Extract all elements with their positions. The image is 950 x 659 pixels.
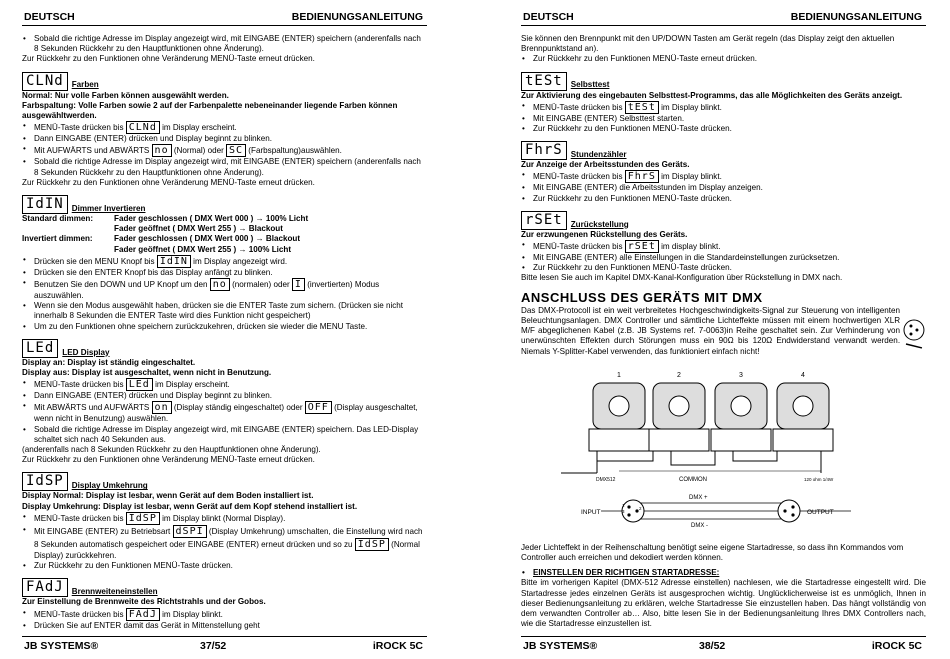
list-item: • Drücken Sie auf ENTER damit das Gerät in Mittenstellung geht <box>22 621 427 631</box>
paragraph: Zur Rückkehr zu den Funktionen ohne Veränderung MENÜ-Taste erneut drücken. <box>22 455 315 465</box>
lcd-display: tESt <box>625 101 659 114</box>
page-header <box>22 11 427 26</box>
list-item: • Wenn sie den Modus ausgewählt haben, drücken sie die ENTER Taste zum sichern. (Drücken sie nicht innerhalb 8 Sekunden die ENTER Taste wird dies Funktion nicht gespeichert) <box>22 301 427 321</box>
bold-line: Zur Einstellung de Brennweite des Richtstrahls und der Gobos. <box>22 597 266 607</box>
list-item: • Dann EINGABE (ENTER) drücken und Display beginnt zu blinken. <box>22 391 427 401</box>
section-title: LED Display <box>62 347 110 357</box>
section-reset <box>521 211 926 230</box>
list-item: • Zur Rückkehr zu den Funktionen MENÜ-Taste drücken. <box>521 194 926 204</box>
list-item: • MENÜ-Taste drücken bis FhrS im Display blinkt. <box>521 170 926 183</box>
wiring-svg <box>521 363 926 541</box>
lcd-display: no <box>152 144 172 157</box>
fixture-label: 3 <box>739 371 743 379</box>
right-content <box>521 34 926 629</box>
lcd-display: FhrS <box>521 141 567 160</box>
list-item: • MENÜ-Taste drücken bis rSEt im display blinkt. <box>521 240 926 253</box>
dmx-wiring-diagram <box>521 363 926 541</box>
footer-page: 38/52 <box>699 640 726 652</box>
subheading: • EINSTELLEN DER RICHTIGEN STARTADRESSE: <box>521 568 926 578</box>
pin-label: 2 <box>639 505 642 511</box>
lcd-display: FAdJ <box>126 608 160 621</box>
footer-page: 37/52 <box>200 640 227 652</box>
dmx-minus-label: DMX - <box>691 522 708 529</box>
left-page <box>22 0 427 659</box>
list-item: • MENÜ-Taste drücken bis tESt im Display blinkt. <box>521 101 926 114</box>
lcd-display: FhrS <box>625 170 659 183</box>
lcd-display: dSPI <box>173 525 207 538</box>
list-item: • MENÜ-Taste drücken bis IdSP im Display blinkt (Normal Display). <box>22 512 427 525</box>
section-led <box>22 339 427 358</box>
section-title: Stundenzähler <box>570 150 627 160</box>
table-label: Standard dimmen: <box>22 214 94 224</box>
fixture-label: 1 <box>617 371 621 379</box>
input-label: INPUT <box>581 508 601 516</box>
bold-line: Zur erzwungenen Rückstellung des Geräts. <box>521 229 688 239</box>
section-dimmer <box>22 195 427 214</box>
paragraph: Bitte im vorherigen Kapitel (DMX-512 Adresse einstellen) nachlesen, wie die Startadresse eingestellt wird. Die Startadresse jedes einzelnen Geräts ist ausgesprochen wichtig. Unglücklicherweise ist es unmöglich, Ihnen in dieser Bedienungsanleitung zu erklären, welche Startadresse Sie einzustellen haben. Das hängt vollständig von dem verwandten Controller ab… Also, bitte lesen Sie in der Bedienungsanleitung Ihres DMX Controllers nach, wie die Startadresse einzustellen ist. <box>521 578 926 629</box>
list-item: • Sobald die richtige Adresse im Display angezeigt wird, mit EINGABE (ENTER) speichern (anderenfalls nach 8 Sekunden Rückkehr zu den Hauptfunktionen ohne Änderung). <box>22 157 427 177</box>
section-brenn <box>22 578 427 597</box>
pin-label: 1 <box>622 502 625 508</box>
page-header <box>521 11 926 26</box>
list-item: • Drücken sie den MENU Knopf bis IdIN im Display angezeigt wird. <box>22 255 427 268</box>
input-cable <box>561 461 597 473</box>
fixture-2 <box>649 383 709 451</box>
list-item: • Mit EINGABE (ENTER) Selbsttest starten. <box>521 114 926 124</box>
lcd-display: IdSP <box>355 538 389 551</box>
footer-brand: JB SYSTEMS® <box>523 640 598 652</box>
bold-line: Normal: Nur volle Farben können ausgewählt werden. <box>22 90 229 100</box>
output-connector <box>778 500 800 522</box>
lcd-display: rSEt <box>625 240 659 253</box>
header-title: BEDIENUNGSANLEITUNG <box>291 11 423 23</box>
list-item: • Mit EINGABE (ENTER) die Arbeitsstunden im Display anzeigen. <box>521 183 926 193</box>
input-connector <box>622 500 644 522</box>
list-item: • MENÜ-Taste drücken bis FAdJ im Display blinkt. <box>22 608 427 621</box>
bold-line: Display an: Display ist ständig eingeschaltet. <box>22 357 196 367</box>
section-title: Selbsttest <box>570 80 610 90</box>
lcd-display: CLNd <box>126 121 160 134</box>
lcd-display: LEd <box>126 378 153 391</box>
fixture-label: 4 <box>801 371 805 379</box>
lcd-display: LEd <box>22 339 58 358</box>
list-item: • MENÜ-Taste drücken bis CLNd im Display erscheint. <box>22 121 427 134</box>
paragraph: Das DMX-Protocoll ist ein weit verbreitetes Hochgeschwindigkeits-Signal zur Steuerung von intelligenten Beleuchtungsanlagen. DMX Controller und sämtliche Lichteffekte müssen mit einem hochwertigen XLR M/F abgeglichenen Kabel (z.B. JB Systems ref. 7-0063)in Reihe geschaltet sein. Zur Verhinderung von unerwünschten Effekten durch Störungen muss ein 90Ω bis 120Ω Endwiderstand verwandt werden. Niemals Y-Splitter-Kabel verwenden, das funktioniert einfach nicht! <box>521 305 901 356</box>
footer-model: iROCK 5C <box>372 640 423 652</box>
lcd-display: no <box>210 278 230 291</box>
dmx-plus-label: DMX + <box>689 494 708 501</box>
list-item: • Dann EINGABE (ENTER) drücken und Display beginnt zu blinken. <box>22 134 427 144</box>
section-heading: ANSCHLUSS DES GERÄTS MIT DMX <box>521 289 763 305</box>
paragraph: (anderenfalls nach 8 Sekunden Rückkehr zu den Hauptfunktionen ohne Änderung). <box>22 445 321 455</box>
list-item: • Zur Rückkehr zu den Funktionen MENÜ-Taste drücken. <box>22 561 427 571</box>
page-footer <box>521 636 926 651</box>
list-item: • Sobald die richtige Adresse im Display angezeigt wird, mit EINGABE (ENTER) speichern. Das LED-Display schaltet sich nach 40 Sekunden aus. <box>22 425 427 445</box>
fixture-4 <box>773 383 833 451</box>
paragraph: Zur Rückkehr zu den Funktionen ohne Veränderung MENÜ-Taste erneut drücken. <box>22 177 315 187</box>
bold-line: Zur Anzeige der Arbeitsstunden des Geräts. <box>521 160 690 170</box>
list-item: • Mit EINGABE (ENTER) zu Betriebsart dSPI (Display Umkehrung) umschalten, die Einstellung wird nach 8 Sekunden automatisch gespeichert oder EINGABE (ENTER) erneut drücken und so zu IdSP (Normal Display) zurückkehren. <box>22 525 427 561</box>
list-item: • Benutzen Sie den DOWN und UP Knopf um den no (normalen) oder I (invertierten) Modus auszuwählen. <box>22 278 427 301</box>
list-item: • Zur Rückkehr zu den Funktionen MENÜ-Taste drücken. <box>521 263 926 273</box>
table-value: Fader geschlossen ( DMX Wert 000 ) → 100% Licht <box>114 214 309 224</box>
bold-line: Display Normal: Display ist lesbar, wenn Gerät auf dem Boden installiert ist. <box>22 491 314 501</box>
lcd-display: FAdJ <box>22 578 68 597</box>
lcd-display: IdIN <box>22 195 68 214</box>
list-item: • Um zu den Funktionen ohne speichern zurückzukehren, drücken sie wieder die MENU Taste. <box>22 322 427 332</box>
table-label: Invertiert dimmen: <box>22 234 93 244</box>
section-title: Brennweiteneinstellen <box>71 587 158 597</box>
lcd-display: SC <box>226 144 246 157</box>
bold-line: Zur Aktivierung des eingebauten Selbsttest-Programms, das alle Möglichkeiten des Geräts anzeigt. <box>521 90 903 100</box>
section-title: Dimmer Invertieren <box>71 203 146 213</box>
list-item: • Zur Rückkehr zu den Funktionen MENÜ-Taste drücken. <box>521 124 926 134</box>
fixture-3 <box>711 383 771 451</box>
bold-line: Display Umkehrung: Display ist lesbar, wenn Gerät auf dem Kopf stehend installiert ist. <box>22 501 358 511</box>
lcd-display: OFF <box>305 401 332 414</box>
list-item: • Zur Rückkehr zu den Funktionen MENÜ-Taste erneut drücken. <box>521 54 926 64</box>
dmx-chain-cables <box>597 451 777 465</box>
header-language: DEUTSCH <box>24 11 75 23</box>
term-label: 120 ohm 1/4W <box>804 476 834 482</box>
lcd-display: I <box>292 278 305 291</box>
section-title: Display Umkehrung <box>71 481 148 491</box>
dimmer-table <box>22 214 427 255</box>
paragraph: Zur Rückkehr zu den Funktionen ohne Veränderung MENÜ-Taste erneut drücken. <box>22 54 315 64</box>
lcd-display: rSEt <box>521 211 567 230</box>
table-value: Fader geöffnet ( DMX Wert 255 ) → Blackout <box>114 224 283 234</box>
lcd-display: IdIN <box>157 255 191 268</box>
section-title: Zurückstellung <box>570 219 629 229</box>
header-language: DEUTSCH <box>523 11 574 23</box>
paragraph: Jeder Lichteffekt in der Reihenschaltung benötigt seine eigene Startadresse, so dass ihn Kommandos vom Controller auch erreichen und dekodiert werden können. <box>521 542 904 563</box>
footer-brand: JB SYSTEMS® <box>24 640 99 652</box>
lcd-display: IdSP <box>22 472 68 491</box>
section-stunden <box>521 141 926 160</box>
section-title: Farben <box>71 80 99 90</box>
list-item: • Sobald die richtige Adresse im Display angezeigt wird, mit EINGABE (ENTER) speichern (anderenfalls nach 8 Sekunden Rückkehr zu den Hauptfunktionen ohne Änderung). <box>22 34 427 54</box>
right-page <box>521 0 926 659</box>
common-label: COMMON <box>679 476 707 483</box>
xlr-connector-icon <box>902 310 926 350</box>
lcd-display: CLNd <box>22 72 68 91</box>
section-selbsttest <box>521 72 926 91</box>
list-item: • MENÜ-Taste drücken bis LEd im Display erscheint. <box>22 378 427 391</box>
section-farben <box>22 72 427 91</box>
fixture-label: 2 <box>677 371 681 379</box>
section-umkehr <box>22 472 427 491</box>
bold-line: Display aus: Display ist ausgeschaltet, wenn nicht in Benutzung. <box>22 368 272 378</box>
dmx-label: DMX512 <box>596 476 616 483</box>
lcd-display: IdSP <box>126 512 160 525</box>
fixture-1 <box>589 383 649 451</box>
lcd-display: on <box>152 401 172 414</box>
pin-label: 3 <box>622 508 625 514</box>
lcd-display: tESt <box>521 72 567 91</box>
paragraph: Bitte lesen Sie auch im Kapitel DMX-Kanal-Konfiguration über Rückstellung in DMX nach. <box>521 273 843 283</box>
footer-model: iROCK 5C <box>871 640 922 652</box>
list-item: • Mit EINGABE (ENTER) alle Einstellungen in die Standardeinstellungen zurücksetzen. <box>521 253 926 263</box>
output-label: OUTPUT <box>807 508 834 516</box>
header-title: BEDIENUNGSANLEITUNG <box>790 11 922 23</box>
page-footer <box>22 636 427 651</box>
list-item: • Mit ABWÄRTS und AUFWÄRTS on (Display ständig eingeschaltet) oder OFF (Display ausgeschaltet, wenn nicht in Benutzung) auswählen. <box>22 401 427 424</box>
list-item: • Drücken sie den ENTER Knopf bis das Display anfängt zu blinken. <box>22 268 427 278</box>
dmx-intro <box>521 306 926 357</box>
left-content <box>22 34 427 631</box>
list-item: • Mit AUFWÄRTS und ABWÄRTS no (Normal) oder SC (Farbspaltung)auswählen. <box>22 144 427 157</box>
table-value: Fader geöffnet ( DMX Wert 255 ) → 100% Licht <box>114 244 292 254</box>
bold-line: Farbspaltung: Volle Farben sowie 2 auf der Farbenpalette nebeneinander liegende Farben können ausgewähltwerden. <box>22 100 398 121</box>
paragraph: Sie können den Brennpunkt mit den UP/DOWN Tasten am Gerät regeln (das Display zeigt den aktuellen Brennpunktstand an). <box>521 34 895 54</box>
table-value: Fader geschlossen ( DMX Wert 000 ) → Blackout <box>114 234 301 244</box>
